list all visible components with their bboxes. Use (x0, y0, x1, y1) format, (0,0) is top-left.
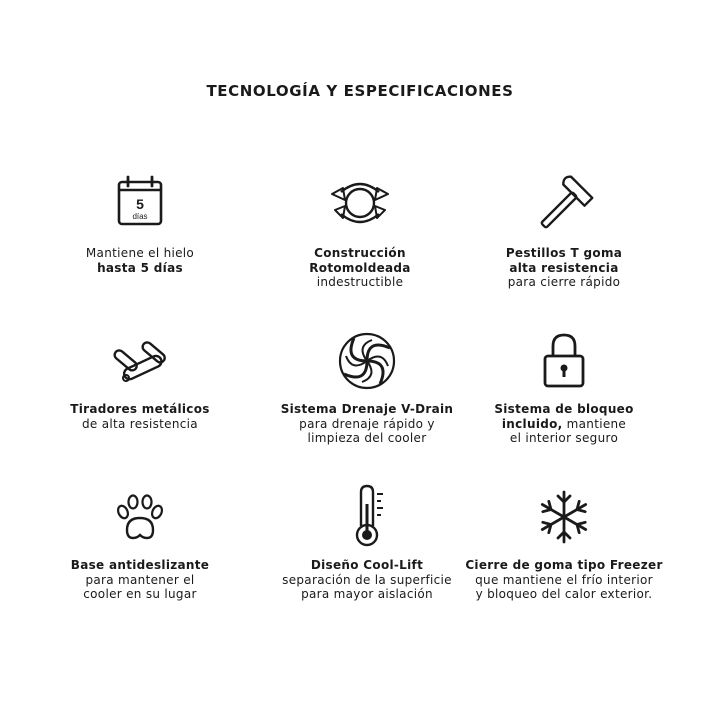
caption-bold-part: incluido, (501, 416, 563, 431)
feature-metal-handles (40, 326, 240, 431)
caption-line: Tiradores metálicos (70, 402, 210, 416)
page-title: TECNOLOGÍA Y ESPECIFICACIONES (206, 82, 514, 100)
thermometer-icon (332, 482, 402, 552)
feature-freezer-seal (464, 482, 664, 602)
caption-line: cooler en su lugar (83, 587, 197, 601)
caption-line: Sistema Drenaje V-Drain (280, 402, 454, 416)
caption-line: Mantiene el hielo (85, 246, 195, 260)
feature-v-drain (267, 326, 467, 446)
caption-line: limpieza del cooler (307, 431, 427, 445)
caption-line: Rotomoldeada (309, 260, 411, 275)
caption-line: para mantener el (85, 572, 195, 587)
caption-line: Cierre de goma tipo Freezer (465, 558, 663, 572)
caption-line: Diseño Cool-Lift (310, 558, 424, 572)
padlock-icon (529, 326, 599, 396)
caption-line: hasta 5 días (97, 260, 183, 275)
caption-line: de alta resistencia (82, 416, 198, 431)
caption-line: el interior seguro (509, 431, 619, 445)
caption-line: Sistema de bloqueo (494, 402, 634, 416)
feature-lock-system (464, 326, 664, 446)
calendar-number: 5 (136, 196, 144, 212)
feature-rotomolded (260, 170, 460, 290)
caption-line: Construcción (314, 246, 406, 260)
caption-line: separación de la superficie (282, 572, 452, 587)
feature-cool-lift (267, 482, 467, 602)
feature-caption (260, 246, 460, 290)
feature-caption (40, 558, 240, 602)
calendar-label: días (132, 212, 148, 221)
feature-caption (464, 246, 664, 290)
feature-t-latches (464, 170, 664, 290)
caption-line: que mantiene el frío interior (475, 572, 653, 587)
feature-caption (464, 402, 664, 446)
caption-line: y bloqueo del calor exterior. (475, 587, 653, 601)
swirl-drain-icon (332, 326, 402, 396)
feature-caption (40, 246, 240, 275)
feature-caption (464, 558, 664, 602)
feature-caption (267, 402, 467, 446)
caption-line: indestructible (316, 275, 404, 289)
paw-icon (105, 482, 175, 552)
caption-line (464, 417, 664, 432)
hammer-icon (529, 170, 599, 240)
feature-caption (40, 402, 240, 431)
snowflake-icon (529, 482, 599, 552)
calendar-icon (105, 170, 175, 240)
caption-line: para mayor aislación (301, 587, 433, 601)
caption-line: para drenaje rápido y (299, 416, 435, 431)
caption-regular-part: mantiene (562, 416, 627, 431)
feature-ice-retention (40, 170, 240, 275)
metal-handles-icon (105, 326, 175, 396)
caption-line: Pestillos T goma (505, 246, 623, 260)
feature-caption (267, 558, 467, 602)
feature-non-slip-base (40, 482, 240, 602)
caption-line: para cierre rápido (507, 275, 621, 289)
rotomolded-icon (325, 170, 395, 240)
caption-line: Base antideslizante (70, 558, 210, 572)
caption-line: alta resistencia (509, 260, 619, 275)
